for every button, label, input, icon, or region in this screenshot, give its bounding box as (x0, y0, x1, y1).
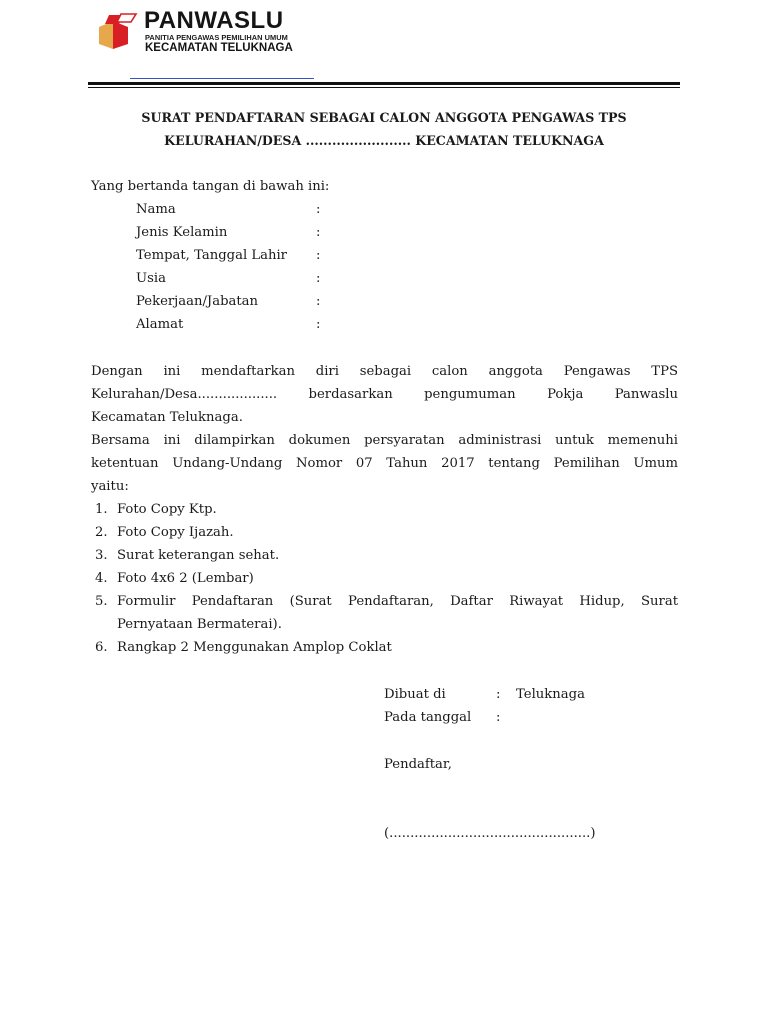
logo-subtitle: PANITIA PENGAWAS PEMILIHAN UMUM (145, 33, 288, 42)
field-label-tempat-tanggal-lahir: Tempat, Tanggal Lahir (136, 248, 287, 263)
field-separator: : (316, 294, 321, 309)
paragraph-attachments-line-3: yaitu: (91, 479, 129, 494)
made-in-value: Teluknaga (516, 687, 585, 702)
header-divider-thick (88, 82, 680, 85)
logo-district: KECAMATAN TELUKNAGA (145, 42, 293, 54)
logo-title: PANWASLU (144, 7, 284, 34)
list-item-number: 4. (95, 571, 108, 586)
list-item-text: Rangkap 2 Menggunakan Amplop Coklat (117, 640, 392, 655)
intro-text: Yang bertanda tangan di bawah ini: (91, 179, 330, 194)
registrant-label: Pendaftar, (384, 757, 452, 772)
document-title-line-1: SURAT PENDAFTARAN SEBAGAI CALON ANGGOTA PENGAWAS TPS (141, 110, 627, 125)
field-label-jenis-kelamin: Jenis Kelamin (136, 225, 228, 240)
paragraph-registration-line-3: Kecamatan Teluknaga. (91, 410, 243, 425)
date-separator: : (496, 710, 501, 725)
header-accent-line (130, 78, 314, 79)
paragraph-attachments-line-2: ketentuan Undang-Undang Nomor 07 Tahun 2017 tentang Pemilihan Umum (91, 456, 678, 471)
made-in-label: Dibuat di (384, 687, 446, 702)
date-label: Pada tanggal (384, 710, 472, 725)
field-separator: : (316, 317, 321, 332)
made-in-separator: : (496, 687, 501, 702)
paragraph-attachments-line-1: Bersama ini dilampirkan dokumen persyaratan administrasi untuk memenuhi (91, 433, 678, 448)
list-item-number: 6. (95, 640, 108, 655)
list-item-number: 1. (95, 502, 108, 517)
field-label-nama: Nama (136, 202, 176, 217)
list-item-text: Formulir Pendaftaran (Surat Pendaftaran, Daftar Riwayat Hidup, Surat (117, 594, 678, 609)
field-separator: : (316, 271, 321, 286)
header-divider-thin (88, 87, 680, 88)
paragraph-registration-line-1: Dengan ini mendaftarkan diri sebagai calon anggota Pengawas TPS (91, 364, 678, 379)
paragraph-registration-line-2: Kelurahan/Desa................... berdasarkan pengumuman Pokja Panwaslu (91, 387, 678, 402)
list-item-text: Foto Copy Ktp. (117, 502, 217, 517)
field-label-pekerjaan-jabatan: Pekerjaan/Jabatan (136, 294, 259, 309)
field-separator: : (316, 225, 321, 240)
signature-name-placeholder: (................................................) (384, 826, 596, 841)
panwaslu-logo-icon (95, 12, 139, 54)
list-item-text-continued: Pernyataan Bermaterai). (117, 617, 282, 632)
field-separator: : (316, 248, 321, 263)
list-item-text: Surat keterangan sehat. (117, 548, 280, 563)
list-item-text: Foto Copy Ijazah. (117, 525, 234, 540)
list-item-number: 3. (95, 548, 108, 563)
field-label-usia: Usia (136, 271, 166, 286)
field-separator: : (316, 202, 321, 217)
field-label-alamat: Alamat (136, 317, 184, 332)
list-item-number: 2. (95, 525, 108, 540)
list-item-text: Foto 4x6 2 (Lembar) (117, 571, 254, 586)
list-item-number: 5. (95, 594, 108, 609)
document-title-line-2: KELURAHAN/DESA ........................ KECAMATAN TELUKNAGA (164, 133, 604, 148)
